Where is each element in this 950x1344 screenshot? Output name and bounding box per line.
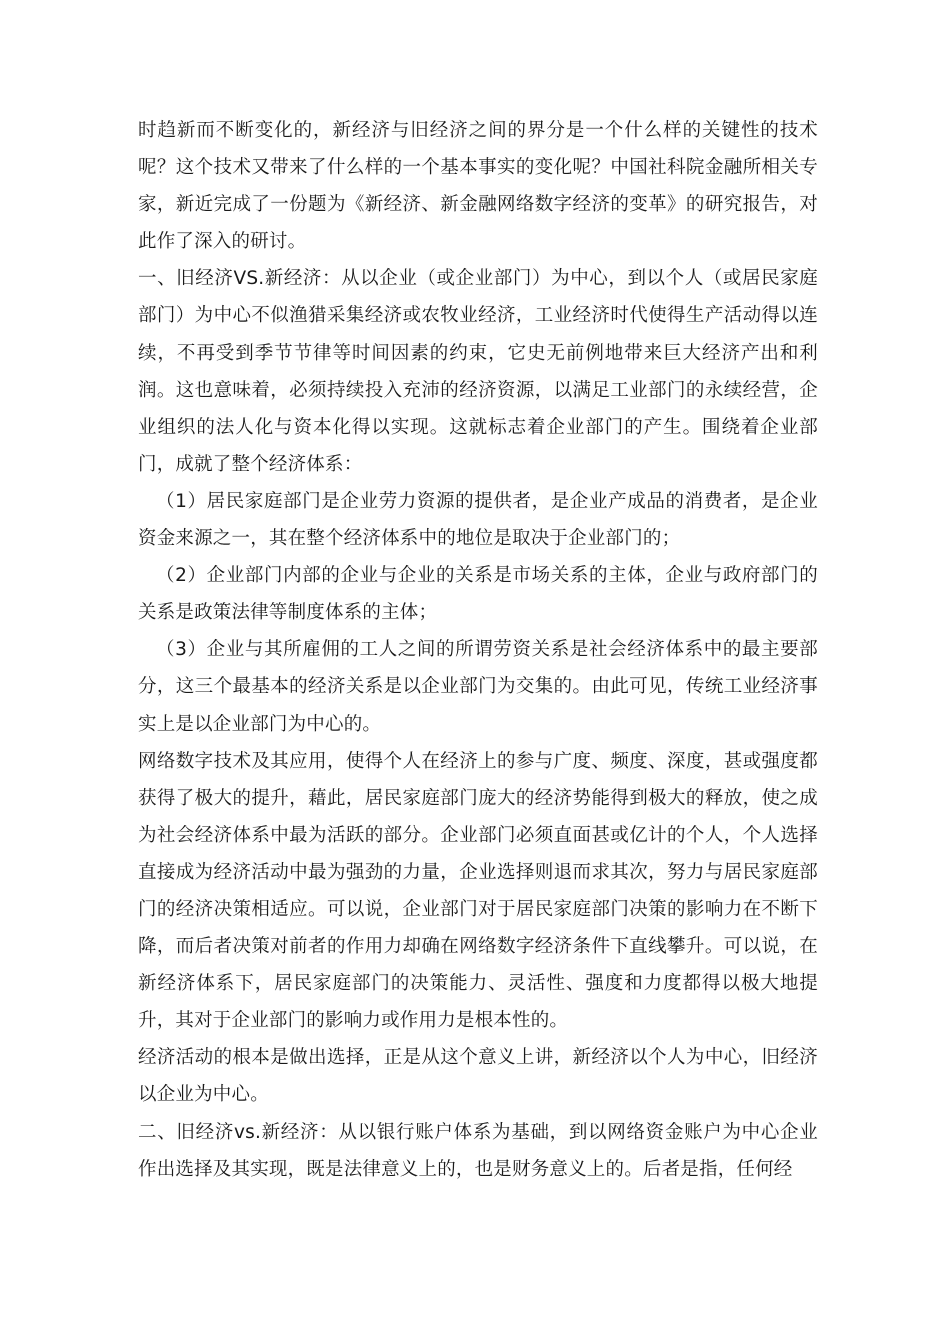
paragraph-intro: 时趋新而不断变化的，新经济与旧经济之间的界分是一个什么样的关键性的技术呢？这个技术又带来了什么样的一个基本事实的变化呢？中国社科院金融所相关专家，新近完成了一份题为《新经济、新金融网络数字经济的变革》的研究报告，对此作了深入的研讨。 [138,120,818,253]
paragraph-section-one-heading: 一、旧经济VS.新经济：从以企业（或企业部门）为中心，到以个人（或居民家庭部门）为中心不似渔猎采集经济或农牧业经济，工业经济时代使得生产活动得以连续，不再受到季节节律等时间因素的约束，它史无前例地带来巨大经济产出和利润。这也意味着，必须持续投入充沛的经济资源，以满足工业部门的永续经营，企业组织的法人化与资本化得以实现。这就标志着企业部门的产生。围绕着企业部门，成就了整个经济体系： [138,268,818,475]
paragraph-network-digital: 网络数字技术及其应用，使得个人在经济上的参与广度、频度、深度，甚或强度都获得了极大的提升，藉此，居民家庭部门庞大的经济势能得到极大的释放，使之成为社会经济体系中最为活跃的部分。企业部门必须直面甚或亿计的个人，个人选择直接成为经济活动中最为强劲的力量，企业选择则退而求其次，努力与居民家庭部门的经济决策相适应。可以说，企业部门对于居民家庭部门决策的影响力在不断下降，而后者决策对前者的作用力却确在网络数字经济条件下直线攀升。可以说，在新经济体系下，居民家庭部门的决策能力、灵活性、强度和力度都得以极大地提升，其对于企业部门的影响力或作用力是根本性的。 [138,750,818,1032]
paragraph-section-two-heading: 二、旧经济vs.新经济：从以银行账户体系为基础，到以网络资金账户为中心企业作出选择及其实现，既是法律意义上的，也是财务意义上的。后者是指，任何经 [138,1121,818,1180]
paragraph-conclusion: 经济活动的根本是做出选择，正是从这个意义上讲，新经济以个人为中心，旧经济以企业为中心。 [138,1047,818,1106]
document-body [138,112,818,1188]
paragraph-list-item-3: （3）企业与其所雇佣的工人之间的所谓劳资关系是社会经济体系中的最主要部分，这三个最基本的经济关系是以企业部门为交集的。由此可见，传统工业经济事实上是以企业部门为中心的。 [138,639,818,735]
paragraph-list-item-1: （1）居民家庭部门是企业劳力资源的提供者，是企业产成品的消费者，是企业资金来源之一，其在整个经济体系中的地位是取决于企业部门的； [138,490,818,550]
paragraph-list-item-2: （2）企业部门内部的企业与企业的关系是市场关系的主体，企业与政府部门的关系是政策法律等制度体系的主体； [138,565,818,624]
